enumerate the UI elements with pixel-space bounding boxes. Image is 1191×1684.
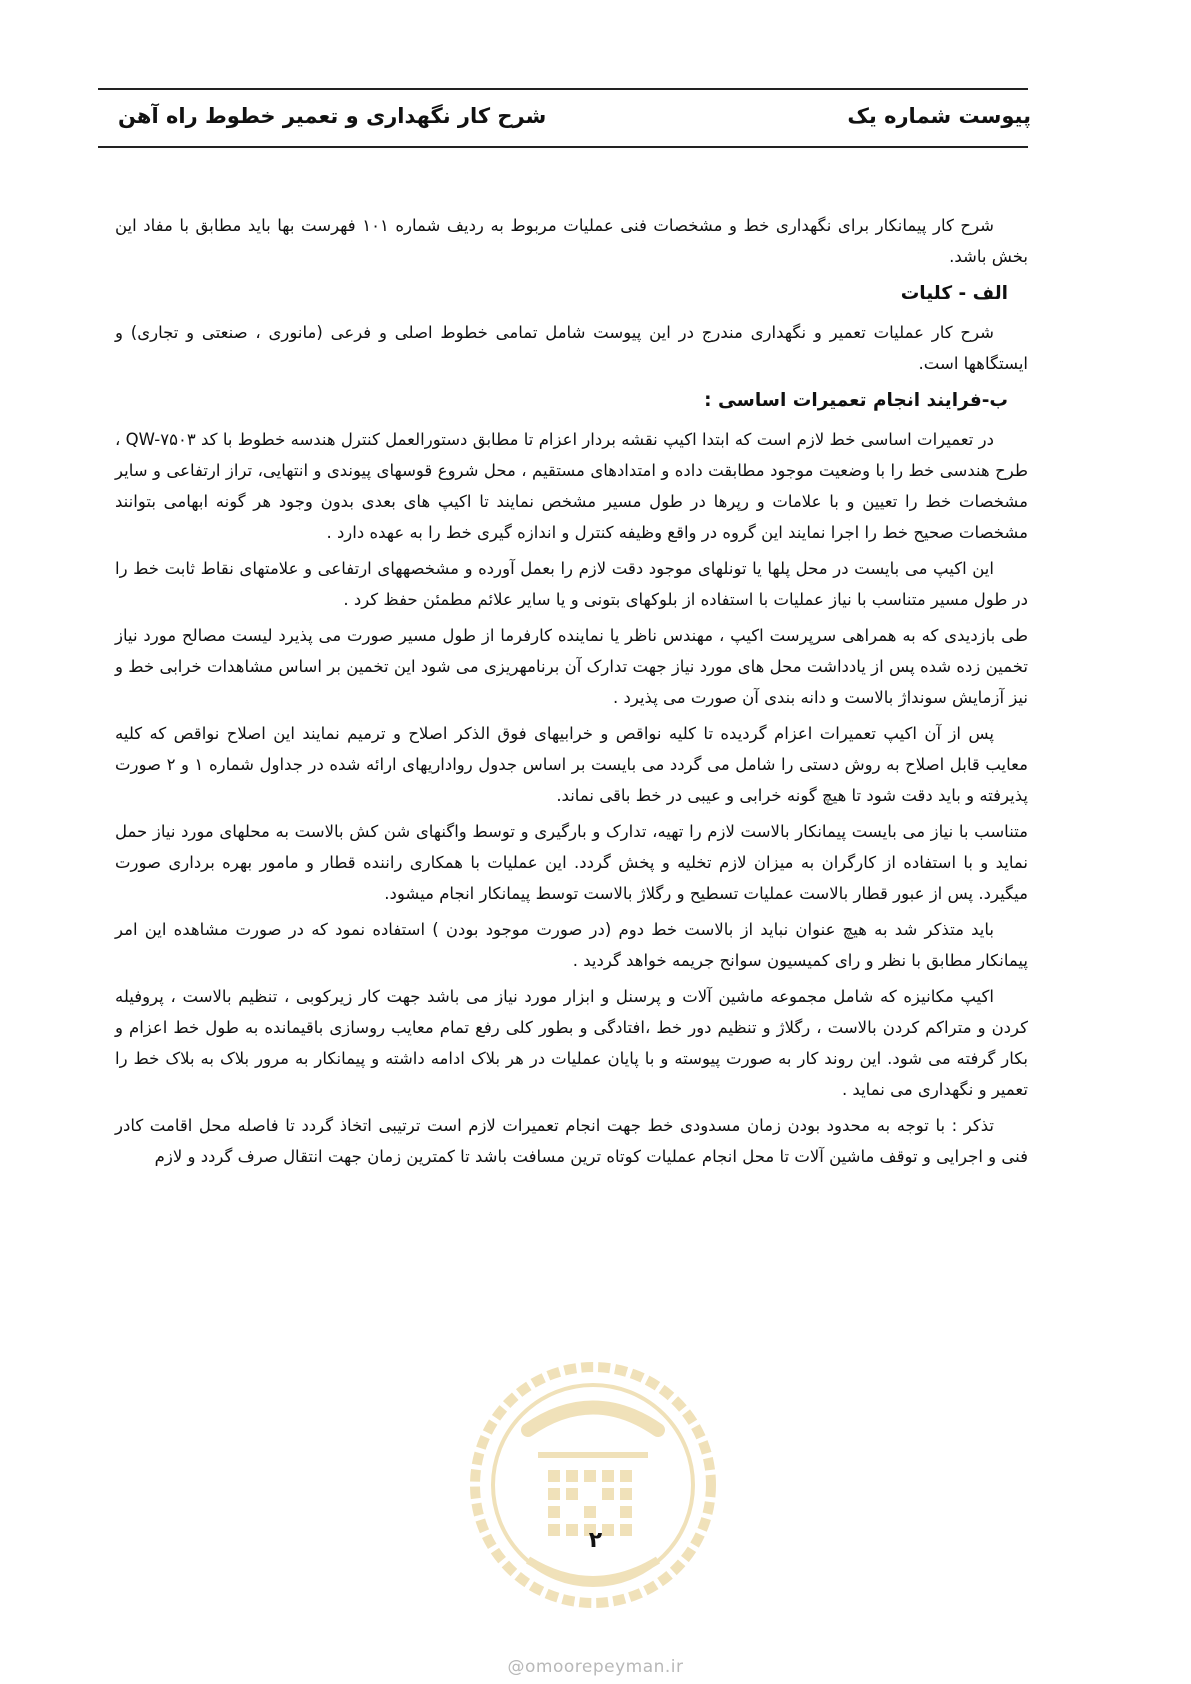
body-paragraph: متناسب با نیاز می بایست پیمانکار بالاست لازم را تهیه، تدارک و بارگیری و توسط واگنهای شن کش بالاست به محلهای مورد نیاز حمل نماید و با استفاده از کارگران به میزان لازم تخلیه و پخش گردد. این عملیات با همکاری راننده قطار و مامور بهره برداری صورت میگیرد. پس از عبور قطار بالاست عملیات تسطیح و رگلاژ بالاست توسط پیمانکار انجام میشود. [115, 822, 1028, 903]
body-paragraph: پس از آن اکیپ تعمیرات اعزام گردیده تا کلیه نواقص و خرابیهای فوق الذکر اصلاح و ترمیم نمایند این اصلاح نواقص که کلیه معایب قابل اصلاح به روش دستی را شامل می گردد می بایست بر اساس جدول رواداریهای ارائه شده در جداول شماره ۱ و ۲ صورت پذیرفته و باید دقت شود تا هیچ گونه خرابی و عیبی در خط باقی نماند. [115, 724, 1028, 805]
appendix-title: پیوست شماره یک [847, 104, 1031, 128]
document-body [115, 210, 1028, 1177]
watermark-url: @omoorepeyman.ir [507, 1657, 684, 1677]
body-paragraph: این اکیپ می بایست در محل پلها یا تونلهای موجود دقت لازم را بعمل آورده و مشخصههای ارتفاعی و علامتهای نقاط ثابت خط را در طول مسیر متناسب با نیاز عملیات با استفاده از بلوکهای بتونی و یا سایر علائم مطمئن حفظ کرد . [115, 559, 1028, 609]
intro-paragraph: شرح کار پیمانکار برای نگهداری خط و مشخصات فنی عملیات مربوط به ردیف شماره ۱۰۱ فهرست بها باید مطابق با مفاد این بخش باشد. [115, 216, 1028, 266]
watermark-seal-icon [468, 1360, 718, 1610]
section-a-heading: الف - کلیات [900, 283, 1008, 304]
body-paragraph: تذکر : با توجه به محدود بودن زمان مسدودی خط جهت انجام تعمیرات لازم است ترتیبی اتخاذ گردد تا فاصله محل اقامت کادر فنی و اجرایی و توقف ماشین آلات تا محل انجام عملیات کوتاه ترین مسافت باشد تا کمترین زمان جهت انتقال صرف گردد و لازم [115, 1116, 1028, 1166]
body-paragraph: طی بازدیدی که به همراهی سرپرست اکیپ ، مهندس ناظر یا نماینده کارفرما از طول مسیر صورت می پذیرد لیست مصالح مورد نیاز تخمین زده شده پس از یادداشت محل های مورد نیاز جهت تدارک آن برنامهریزی می شود این تخمین بر اساس مشاهدات خرابی خط و نیز آزمایش سونداژ بالاست و دانه بندی آن صورت می پذیرد . [115, 626, 1028, 707]
header-bottom-rule [98, 146, 1028, 148]
section-a-paragraph: شرح کار عملیات تعمیر و نگهداری مندرج در این پیوست شامل تمامی خطوط اصلی و فرعی (مانوری ، صنعتی و تجاری) و ایستگاهها است. [115, 323, 1028, 373]
document-title: شرح کار نگهداری و تعمیر خطوط راه آهن [118, 104, 547, 128]
header-top-rule [98, 88, 1028, 90]
section-b-heading: ب-فرایند انجام تعمیرات اساسی : [704, 390, 1008, 411]
page-number: ۲ [588, 1528, 603, 1553]
body-paragraph: اکیپ مکانیزه که شامل مجموعه ماشین آلات و پرسنل و ابزار مورد نیاز می باشد جهت کار زیرکوبی ، تنظیم بالاست ، پروفیله کردن و متراکم کردن بالاست ، رگلاژ و تنظیم دور خط ،افتادگی و بطور کلی رفع تمام معایب روسازی باقیمانده به طول خط اعزام و بکار گرفته می شود. این روند کار به صورت پیوسته و با پایان عملیات در هر بلاک ادامه داشته و پیمانکار به مرور بلاک به بلاک خط را تعمیر و نگهداری می نماید . [115, 987, 1028, 1099]
body-paragraph: در تعمیرات اساسی خط لازم است که ابتدا اکیپ نقشه بردار اعزام تا مطابق دستورالعمل کنترل هندسه خطوط با کد QW-۷۵۰۳ ، طرح هندسی خط را با وضعیت موجود مطابقت داده و امتدادهای مستقیم ، محل شروع قوسهای پیوندی و انتهایی، تراز ارتفاعی و سایر مشخصات خط را تعیین و با علامات و رپرها در طول مسیر مشخص نمایند تا اکیپ های بعدی بدون وجود هر گونه ابهامی بتوانند مشخصات صحیح خط را اجرا نمایند این گروه در واقع وظیفه کنترل و اندازه گیری خط را به عهده دارد . [115, 430, 1028, 542]
body-paragraph: باید متذکر شد به هیچ عنوان نباید از بالاست خط دوم (در صورت موجود بودن ) استفاده نمود که در صورت مشاهده این امر پیمانکار مطابق با نظر و رای کمیسیون سوانح جریمه خواهد گردید . [115, 920, 1028, 970]
